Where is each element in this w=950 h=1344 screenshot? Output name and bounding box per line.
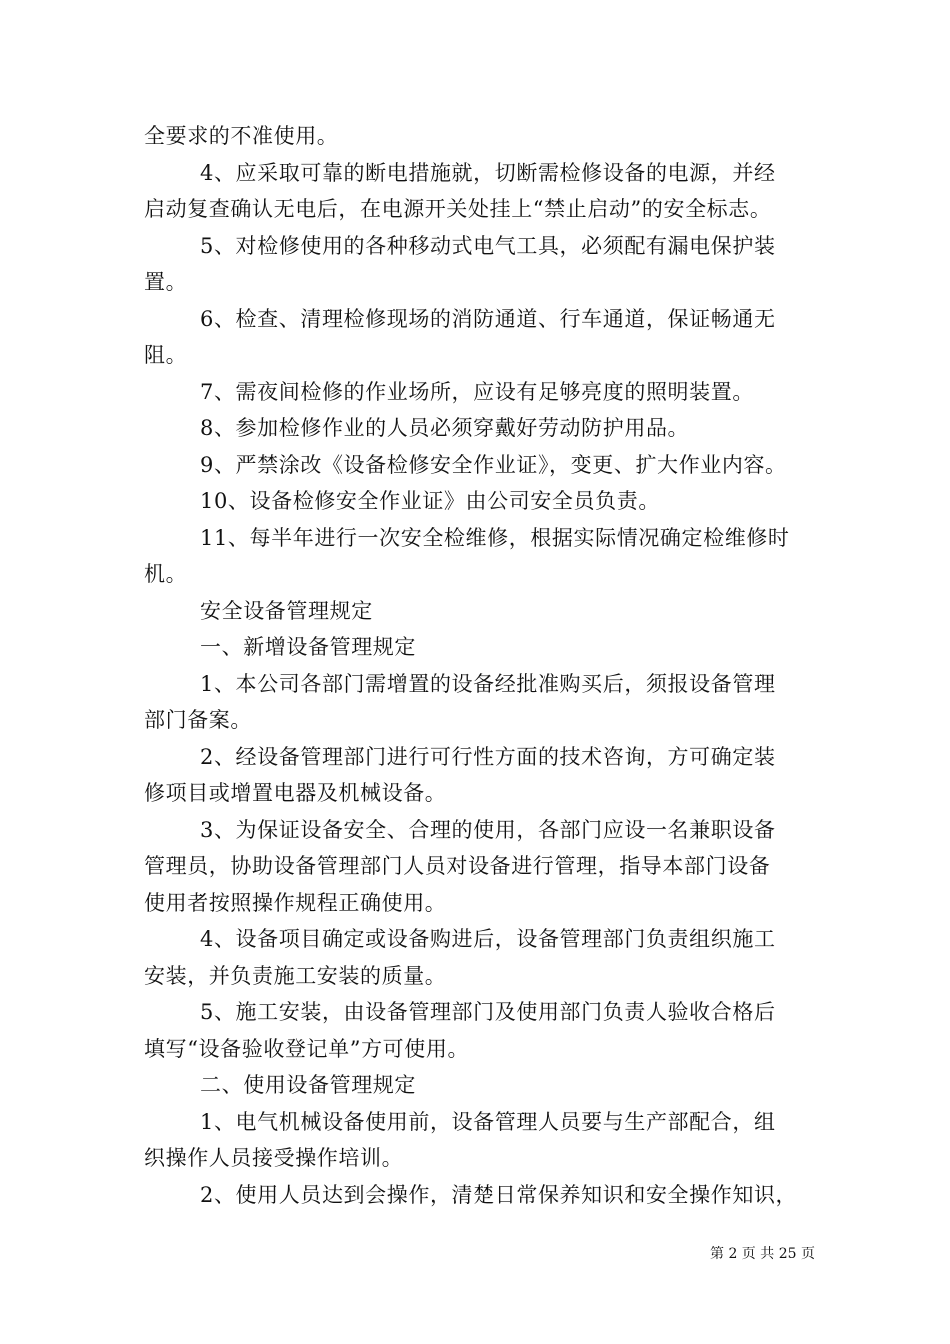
text-line: 2、经设备管理部门进行可行性方面的技术咨询，方可确定装 <box>200 744 776 769</box>
text-line: 修项目或增置电器及机械设备。 <box>144 781 447 805</box>
document-body <box>144 118 814 1213</box>
text-line: 织操作人员接受操作培训。 <box>144 1146 404 1170</box>
text-line: 安装，并负责施工安装的质量。 <box>144 963 447 988</box>
text-line: 11、每半年进行一次安全检维修，根据实际情况确定检维修时 <box>200 525 790 550</box>
text-line: 9、严禁涂改《设备检修安全作业证》，变更、扩大作业内容。 <box>200 452 787 477</box>
text-line: 填写“设备验收登记单”方可使用。 <box>144 1036 470 1061</box>
text-line: 7、需夜间检修的作业场所，应设有足够亮度的照明装置。 <box>200 379 754 404</box>
text-line: 一、新增设备管理规定 <box>200 635 416 659</box>
text-line: 6、检查、清理检修现场的消防通道、行车通道，保证畅通无 <box>200 306 776 331</box>
text-line: 10、设备检修安全作业证》由公司安全员负责。 <box>200 489 660 513</box>
text-line: 1、本公司各部门需增置的设备经批准购买后，须报设备管理 <box>200 671 776 696</box>
text-line: 管理员，协助设备管理部门人员对设备进行管理，指导本部门设备 <box>144 854 771 878</box>
text-line: 部门备案。 <box>144 708 252 732</box>
text-line: 1、电气机械设备使用前，设备管理人员要与生产部配合，组 <box>200 1109 776 1134</box>
text-line: 4、设备项目确定或设备购进后，设备管理部门负责组织施工 <box>200 927 776 951</box>
text-line: 使用者按照操作规程正确使用。 <box>144 890 447 915</box>
text-line: 全要求的不准使用。 <box>144 124 339 148</box>
text-line: 置。 <box>144 270 188 294</box>
text-line: 二、使用设备管理规定 <box>200 1073 416 1097</box>
text-line: 阻。 <box>144 343 188 367</box>
text-line: 机。 <box>144 562 188 586</box>
text-line: 8、参加检修作业的人员必须穿戴好劳动防护用品。 <box>200 416 690 440</box>
text-line: 启动复查确认无电后，在电源开关处挂上“禁止启动”的安全标志。 <box>144 197 772 221</box>
text-line: 2、使用人员达到会操作，清楚日常保养知识和安全操作知识， <box>200 1182 798 1207</box>
text-line: 3、为保证设备安全、合理的使用，各部门应设一名兼职设备 <box>200 817 776 842</box>
page-number-footer: 第 2 页 共 25 页 <box>710 1246 815 1262</box>
text-line: 5、对检修使用的各种移动式电气工具，必须配有漏电保护装 <box>200 233 776 258</box>
text-line: 5、施工安装，由设备管理部门及使用部门负责人验收合格后 <box>200 1000 776 1024</box>
text-line: 4、应采取可靠的断电措施就，切断需检修设备的电源，并经 <box>200 160 776 185</box>
text-line: 安全设备管理规定 <box>200 598 373 623</box>
